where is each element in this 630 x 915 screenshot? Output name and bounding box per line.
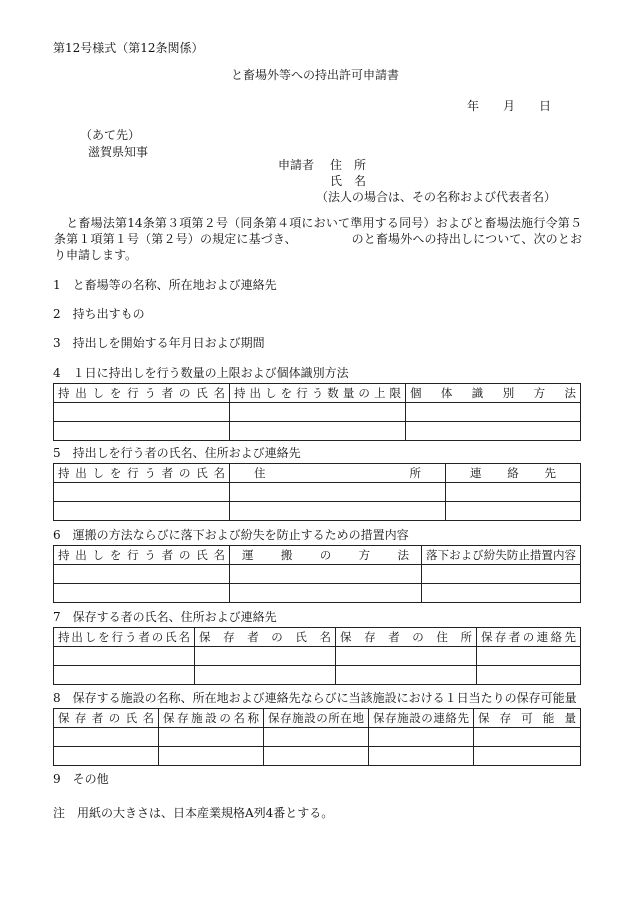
address-label: 住 所 [330, 158, 367, 172]
table-row [54, 422, 581, 441]
addressee: 滋賀県知事 [88, 145, 149, 159]
form-number: 第12号様式（第12条関係） [53, 41, 204, 55]
applicant-label: 申請者 [278, 158, 315, 172]
header-facility-name: 保存施設の名称 [159, 709, 264, 728]
document-title: と畜場外等への持出許可申請書 [230, 68, 399, 82]
table-row [54, 647, 581, 666]
header-prevention-measures: 落下および紛失防止措置内容 [422, 546, 581, 565]
table-storage-facility [53, 708, 581, 766]
header-carrier-name: 持出しを行う者の氏名 [54, 384, 230, 403]
item-5: 5 持出しを行う者の氏名、住所および連絡先 [53, 446, 301, 460]
table-row [54, 483, 581, 502]
table-row [54, 728, 581, 747]
header-identification-method: 個体識別方法 [406, 384, 581, 403]
table-transport-method [53, 545, 581, 603]
header-facility-contact: 保存施設の連絡先 [369, 709, 474, 728]
header-contact: 連絡先 [446, 464, 581, 483]
item-2: 2 持ち出すもの [53, 307, 145, 321]
table-quantity-identification [53, 383, 581, 441]
header-storage-capacity: 保存可能量 [474, 709, 581, 728]
table-storage-person [53, 627, 581, 685]
item-7: 7 保存する者の氏名、住所および連絡先 [53, 610, 277, 624]
table-row [54, 403, 581, 422]
table-row [54, 666, 581, 685]
paper-size-note: 注 用紙の大きさは、日本産業規格A列4番とする。 [53, 806, 334, 820]
header-transport-method: 運搬の方法 [230, 546, 422, 565]
header-keeper-contact: 保存者の連絡先 [477, 628, 581, 647]
date-line: 年 月 日 [467, 99, 552, 113]
header-carrier-name: 持出しを行う者の氏名 [54, 628, 195, 647]
item-9: 9 その他 [53, 772, 109, 786]
header-quantity-limit: 持出しを行う数量の上限 [230, 384, 406, 403]
item-8: 8 保存する施設の名称、所在地および連絡先ならびに当該施設における１日当たりの保存可能量 [53, 691, 577, 705]
application-body: と畜場法第14条第３項第２号（同条第４項において準用する同号）およびと畜場法施行令第５条第１項第１号（第２号）の規定に基づき、 のと畜場外への持出しについて、次のとおり申請します。 [54, 216, 582, 262]
header-carrier-name: 持出しを行う者の氏名 [54, 546, 230, 565]
corporation-note: （法人の場合は、その名称および代表者名） [316, 190, 557, 204]
item-1: 1 と畜場等の名称、所在地および連絡先 [53, 278, 277, 292]
header-address: 住所 [230, 464, 446, 483]
item-3: 3 持出しを開始する年月日および期間 [53, 336, 265, 350]
header-keeper-address: 保存者の住所 [336, 628, 477, 647]
header-facility-location: 保存施設の所在地 [264, 709, 369, 728]
item-6: 6 運搬の方法ならびに落下および紛失を防止するための措置内容 [53, 528, 409, 542]
table-row [54, 502, 581, 521]
item-4: 4 １日に持出しを行う数量の上限および個体識別方法 [53, 366, 349, 380]
header-keeper-name: 保存者の氏名 [195, 628, 336, 647]
table-row [54, 584, 581, 603]
header-keeper-name: 保存者の氏名 [54, 709, 159, 728]
table-carrier-contact [53, 463, 581, 521]
table-row [54, 565, 581, 584]
name-label: 氏 名 [330, 174, 367, 188]
header-carrier-name: 持出しを行う者の氏名 [54, 464, 230, 483]
table-row [54, 747, 581, 766]
addressee-label: （あて先） [80, 128, 141, 142]
